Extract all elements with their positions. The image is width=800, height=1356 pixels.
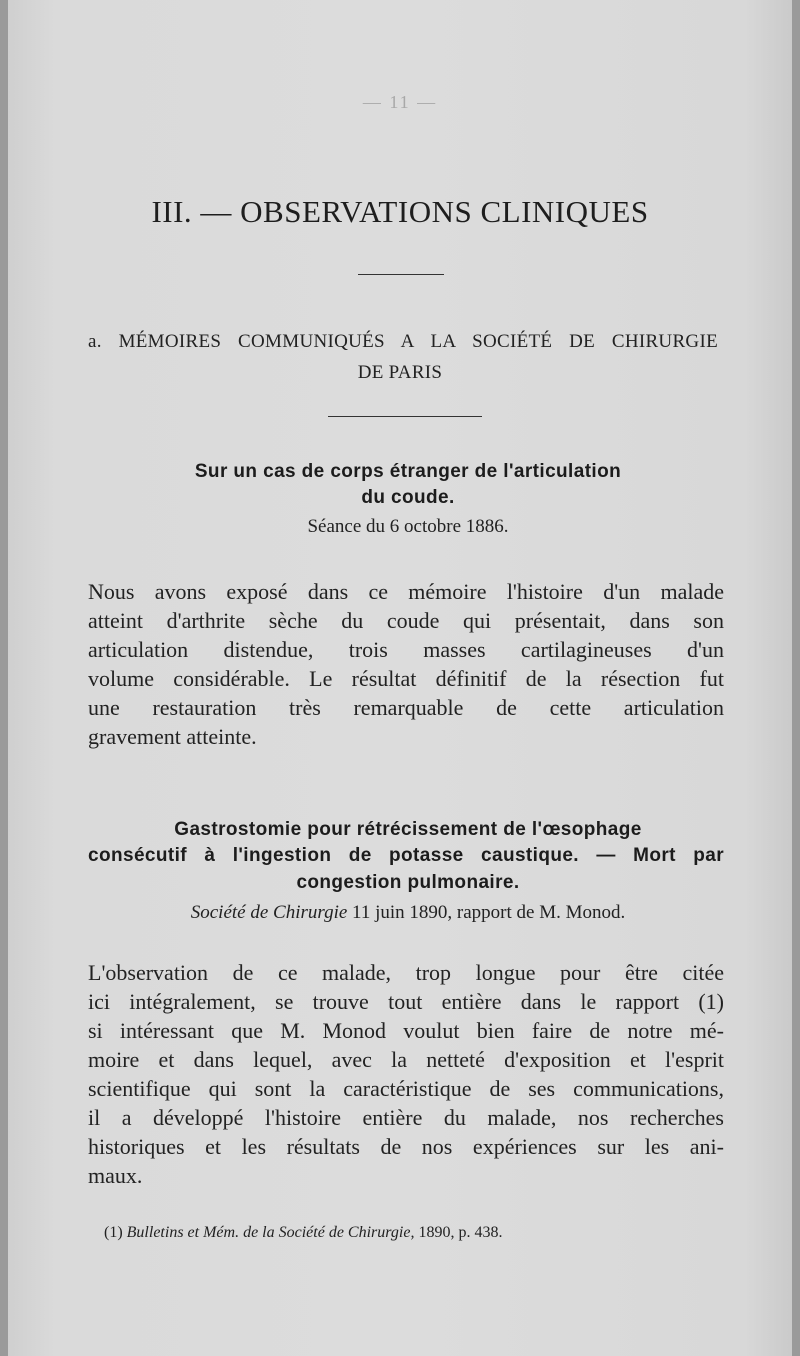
article2-meta xyxy=(8,902,800,924)
article2-body xyxy=(88,958,724,1190)
article1-line: volume considérable. Le résultat définitif de la résection fut xyxy=(88,666,724,691)
book-page xyxy=(8,0,792,1356)
article2-line: ici intégralement, se trouve tout entière dans le rapport (1) xyxy=(88,989,724,1014)
section-heading-line1: a. MÉMOIRES COMMUNIQUÉS A LA SOCIÉTÉ DE CHIRURGIE xyxy=(88,331,718,352)
chapter-title: III. — OBSERVATIONS CLINIQUES xyxy=(151,194,649,229)
divider-rule-1 xyxy=(358,274,444,275)
article2-line: moire et dans lequel, avec la netteté d'exposition et l'esprit xyxy=(88,1047,724,1072)
article1-line: atteint d'arthrite sèche du coude qui présentait, dans son xyxy=(88,608,724,633)
article1-line: gravement atteinte. xyxy=(88,724,257,749)
article1-line: articulation distendue, trois masses cartilagineuses d'un xyxy=(88,637,724,662)
article1-body xyxy=(88,577,724,751)
footnote-source: Bulletins et Mém. de la Société de Chirurgie, xyxy=(126,1224,415,1241)
article2-title-line1: Gastrostomie pour rétrécissement de l'œsophage xyxy=(174,819,642,840)
article2-line: si intéressant que M. Monod voulut bien faire de notre mé- xyxy=(88,1018,724,1043)
footnote-reference: 1890, p. 438. xyxy=(414,1224,503,1241)
article2-title-line3: congestion pulmonaire. xyxy=(296,872,520,893)
article2-meta-journal: Société de Chirurgie xyxy=(190,902,348,923)
article2-line: L'observation de ce malade, trop longue pour être citée xyxy=(88,960,724,985)
article2-line: il a développé l'histoire entière du malade, nos recherches xyxy=(88,1105,724,1130)
article1-title-line2: du coude. xyxy=(361,487,455,508)
section-heading-line2: DE PARIS xyxy=(357,362,443,383)
footnote-marker: (1) xyxy=(104,1224,127,1241)
article2-line: maux. xyxy=(88,1163,143,1188)
article1-line: Nous avons exposé dans ce mémoire l'histoire d'un malade xyxy=(88,579,724,604)
divider-rule-2 xyxy=(328,416,482,417)
footnote xyxy=(104,1224,502,1242)
page-number: — 11 — xyxy=(362,92,438,112)
article2-meta-rest: 11 juin 1890, rapport de M. Monod. xyxy=(347,902,626,923)
article1-date: Séance du 6 octobre 1886. xyxy=(307,516,509,537)
article2-line: scientifique qui sont la caractéristique de ses communications, xyxy=(88,1076,724,1101)
article1-title-line1: Sur un cas de corps étranger de l'articulation xyxy=(194,461,622,482)
article2-title-line2: consécutif à l'ingestion de potasse caustique. — Mort par xyxy=(88,845,724,866)
article2-line: historiques et les résultats de nos expériences sur les ani- xyxy=(88,1134,724,1159)
article1-line: une restauration très remarquable de cette articulation xyxy=(88,695,724,720)
